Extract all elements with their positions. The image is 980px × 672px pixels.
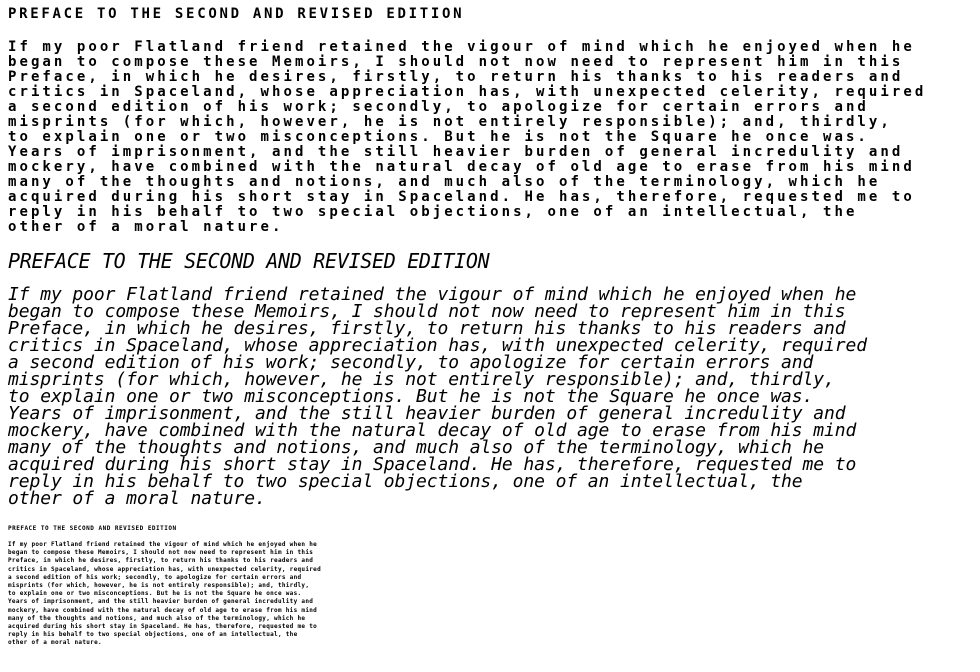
- section-paragraph: If my poor Flatland friend retained the vigour of mind which he enjoyed when he began to compose these Memoirs, I should not now need to represent him in this Preface, in which he desires, firstly, to return his thanks to his readers and critics in Spaceland, whose appreciation has, with unexpected celerity, required a second edition of his work; secondly, to apologize for certain errors and misprints (for which, however, he is not entirely responsible); and, thirdly, to explain one or two misconceptions. But he is not the Square he once was. Years of imprisonment, and the still heavier burden of general incredulity and mockery, have combined with the natural decay of old age to erase from his mind many of the thoughts and notions, and much also of the terminology, which he acquired during his short stay in Spaceland. He has, therefore, requested me to reply in his behalf to two special objections, one of an intellectual, the other of a moral nature.: [8, 39, 927, 235]
- section-paragraph: If my poor Flatland friend retained the vigour of mind which he enjoyed when he began to compose these Memoirs, I should not now need to represent him in this Preface, in which he desires, firstly, to return his thanks to his readers and critics in Spaceland, whose appreciation has, with unexpected celerity, required a second edition of his work; secondly, to apologize for certain errors and misprints (for which, however, he is not entirely responsible); and, thirdly, to explain one or two misconceptions. But he is not the Square he once was. Years of imprisonment, and the still heavier burden of general incredulity and mockery, have combined with the natural decay of old age to erase from his mind many of the thoughts and notions, and much also of the terminology, which he acquired during his short stay in Spaceland. He has, therefore, requested me to reply in his behalf to two special objections, one of an intellectual, the other of a moral nature.: [8, 541, 321, 647]
- preface-section-small: [8, 525, 321, 648]
- section-heading: PREFACE TO THE SECOND AND REVISED EDITION: [8, 525, 177, 532]
- preface-section-italic: [8, 248, 867, 507]
- preface-section-large: [8, 4, 926, 235]
- section-heading: PREFACE TO THE SECOND AND REVISED EDITION: [8, 6, 465, 22]
- section-heading: PREFACE TO THE SECOND AND REVISED EDITION: [8, 249, 490, 273]
- section-paragraph: If my poor Flatland friend retained the vigour of mind which he enjoyed when he began to compose these Memoirs, I should not now need to represent him in this Preface, in which he desires, firstly, to return his thanks to his readers and critics in Spaceland, whose appreciation has, with unexpected celerity, required a second edition of his work; secondly, to apologize for certain errors and misprints (for which, however, he is not entirely responsible); and, thirdly, to explain one or two misconceptions. But he is not the Square he once was. Years of imprisonment, and the still heavier burden of general incredulity and mockery, have combined with the natural decay of old age to erase from his mind many of the thoughts and notions, and much also of the terminology, which he acquired during his short stay in Spaceland. He has, therefore, requested me to reply in his behalf to two special objections, one of an intellectual, the other of a moral nature.: [8, 284, 867, 509]
